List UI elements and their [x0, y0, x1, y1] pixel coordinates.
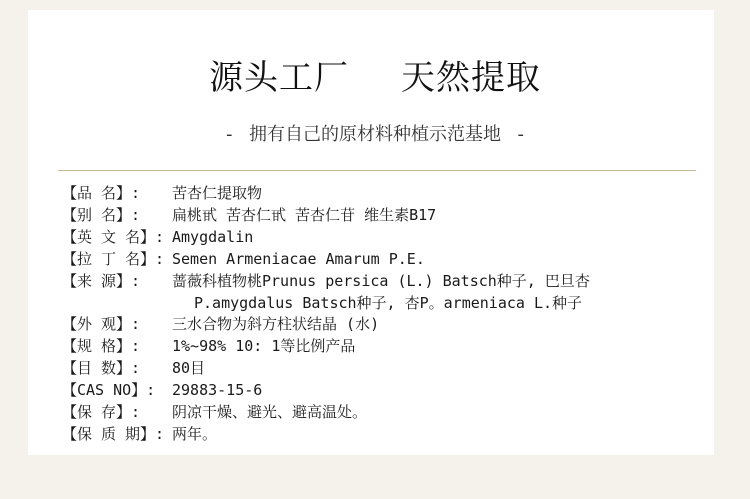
spec-label: 【规 格】:	[62, 337, 141, 355]
spec-row-storage	[62, 401, 722, 423]
spec-value: Semen Armeniacae Amarum P.E.	[172, 250, 425, 268]
spec-label: 【来 源】:	[62, 272, 141, 290]
spec-label: 【英 文 名】:	[62, 228, 165, 246]
spec-row-product-name	[62, 182, 722, 204]
spec-value-line1: 蔷薇科植物桃Prunus persica (L.) Batsch种子, 巴旦杏	[172, 272, 590, 290]
spec-value: Amygdalin	[172, 228, 254, 246]
spec-row-cas-no	[62, 379, 722, 401]
spec-value	[172, 270, 722, 314]
spec-value: 两年。	[172, 425, 218, 443]
subtitle-text: 拥有自己的原材料种植示范基地	[249, 124, 501, 145]
subtitle-dash-left: -	[226, 124, 233, 145]
spec-label: 【外 观】:	[62, 315, 141, 333]
spec-row-specification	[62, 335, 722, 357]
spec-label: 【别 名】:	[62, 206, 141, 224]
spec-label: 【目 数】:	[62, 359, 141, 377]
spec-row-english-name	[62, 226, 722, 248]
spec-row-latin-name	[62, 248, 722, 270]
subtitle	[0, 123, 750, 147]
spec-label: 【拉 丁 名】:	[62, 250, 165, 268]
spec-value: 扁桃甙 苦杏仁甙 苦杏仁苷 维生素B17	[172, 206, 437, 224]
spec-value-line2: P.amygdalus Batsch种子, 杏P。armeniaca L.种子	[194, 294, 583, 312]
headline-right: 天然提取	[401, 58, 541, 98]
spec-list	[62, 182, 722, 445]
spec-row-shelf-life	[62, 423, 722, 445]
headline	[0, 58, 750, 98]
spec-label: 【保 存】:	[62, 403, 141, 421]
subtitle-dash-right: -	[517, 124, 524, 145]
spec-row-source	[62, 270, 722, 313]
divider	[58, 170, 696, 171]
spec-row-mesh	[62, 357, 722, 379]
spec-value: 三水合物为斜方柱状结晶 (水)	[172, 315, 380, 333]
spec-row-alias	[62, 204, 722, 226]
spec-row-appearance	[62, 313, 722, 335]
spec-value: 阴凉干燥、避光、避高温处。	[172, 403, 368, 421]
spec-value: 80目	[172, 359, 206, 377]
spec-value: 29883-15-6	[172, 381, 263, 399]
spec-value: 1%~98% 10: 1等比例产品	[172, 337, 356, 355]
headline-left: 源头工厂	[209, 58, 349, 98]
spec-label: 【保 质 期】:	[62, 425, 165, 443]
spec-label: 【CAS NO】:	[62, 381, 156, 399]
spec-label: 【品 名】:	[62, 184, 141, 202]
spec-value: 苦杏仁提取物	[172, 184, 263, 202]
